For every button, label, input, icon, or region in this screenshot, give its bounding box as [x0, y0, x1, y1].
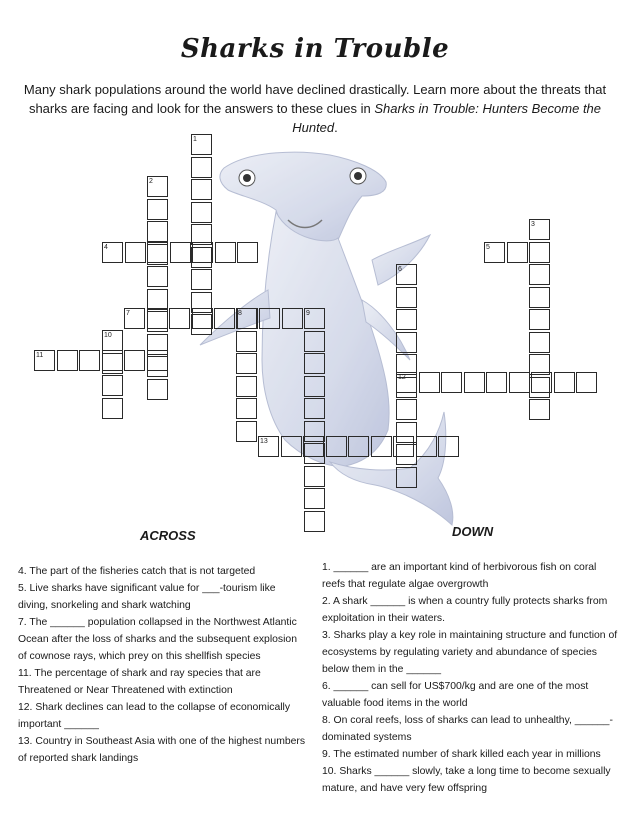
- clue-number-11: 11: [36, 352, 44, 359]
- grid-cell: [371, 436, 392, 457]
- across-heading: ACROSS: [140, 528, 196, 543]
- grid-cell: [147, 350, 168, 371]
- grid-cell: [147, 199, 168, 220]
- grid-cell: [125, 242, 146, 263]
- grid-cell: [396, 287, 417, 308]
- grid-cell: [170, 242, 191, 263]
- grid-cell: [57, 350, 78, 371]
- grid-cell: [236, 376, 257, 397]
- grid-cell: [419, 372, 440, 393]
- grid-cell: [396, 309, 417, 330]
- grid-cell: [304, 398, 325, 419]
- grid-cell: [304, 488, 325, 509]
- grid-cell: [396, 332, 417, 353]
- grid-cell: [147, 289, 168, 310]
- clue-number-8: 8: [238, 310, 242, 317]
- grid-cell: [507, 242, 528, 263]
- grid-cell: [348, 436, 369, 457]
- grid-cell: [169, 308, 190, 329]
- clue-number-7: 7: [126, 310, 130, 317]
- grid-cell: [281, 436, 302, 457]
- grid-cell: [441, 372, 462, 393]
- page-title: Sharks in Trouble: [180, 34, 450, 64]
- grid-cell: [147, 266, 168, 287]
- grid-cell: [554, 372, 575, 393]
- grid-cell: [79, 350, 100, 371]
- clue-number-13: 13: [260, 438, 268, 445]
- across-clue-11: 11. The percentage of shark and ray species that are Threatened or Near Threatened with extinction: [18, 668, 261, 696]
- clue-number-12: 12: [398, 374, 406, 381]
- grid-cell: [416, 436, 437, 457]
- grid-cell: [396, 399, 417, 420]
- down-clue-3: 3. Sharks play a key role in maintaining structure and function of ecosystems by regulating variety and abundance of species below them in the ______: [322, 630, 618, 675]
- down-clue-1: 1. ______ are an important kind of herbivorous fish on coral reefs that regulate algae overgrowth: [322, 562, 597, 590]
- grid-cell: [236, 353, 257, 374]
- book-title: Sharks in Trouble: Hunters Become the Hunted: [292, 101, 602, 135]
- down-clue-2: 2. A shark ______ is when a country fully protects sharks from exploitation in their waters.: [322, 596, 608, 624]
- grid-cell: [529, 309, 550, 330]
- grid-cell: [102, 350, 123, 371]
- clue-number-3: 3: [531, 221, 535, 228]
- grid-cell: [236, 421, 257, 442]
- grid-cell: [486, 372, 507, 393]
- grid-cell: [464, 372, 485, 393]
- grid-cell: [191, 179, 212, 200]
- grid-cell: [215, 242, 236, 263]
- across-clues-list: [18, 563, 306, 767]
- grid-cell: [147, 308, 168, 329]
- across-clue-12: 12. Shark declines can lead to the collapse of economically important ______: [18, 702, 291, 730]
- across-clue-4: 4. The part of the fisheries catch that is not targeted: [18, 566, 256, 577]
- intro-end: .: [334, 120, 338, 135]
- down-clue-9: 9. The estimated number of shark killed each year in millions: [322, 749, 601, 760]
- grid-cell: [509, 372, 530, 393]
- grid-cell: [102, 375, 123, 396]
- intro-text: Many shark populations around the world have declined drastically. Learn more about the threats that sharks are facing and look for the answers to these clues in: [23, 82, 607, 116]
- across-clue-5: 5. Live sharks have significant value for ___-tourism like diving, snorkeling and shark watching: [18, 583, 276, 611]
- grid-cell: [124, 350, 145, 371]
- grid-cell: [529, 332, 550, 353]
- down-clue-6: 6. ______ can sell for US$700/kg and are one of the most valuable food items in the world: [322, 681, 589, 709]
- grid-cell: [303, 436, 324, 457]
- grid-cell: [147, 242, 168, 263]
- grid-cell: [282, 308, 303, 329]
- grid-cell: [236, 398, 257, 419]
- grid-cell: [192, 242, 213, 263]
- clue-number-10: 10: [104, 332, 112, 339]
- clue-number-5: 5: [486, 244, 490, 251]
- down-clue-10: 10. Sharks ______ slowly, take a long time to become sexually mature, and have very few offspring: [322, 766, 611, 794]
- grid-cell: [191, 202, 212, 223]
- grid-cell: [438, 436, 459, 457]
- grid-cell: [529, 287, 550, 308]
- grid-cell: [529, 399, 550, 420]
- grid-cell: [531, 372, 552, 393]
- grid-cell: [396, 467, 417, 488]
- clue-number-4: 4: [104, 244, 108, 251]
- grid-cell: [259, 308, 280, 329]
- grid-cell: [237, 242, 258, 263]
- clue-number-1: 1: [193, 136, 197, 143]
- down-clue-8: 8. On coral reefs, loss of sharks can lead to unhealthy, ______-dominated systems: [322, 715, 613, 743]
- across-clue-7: 7. The ______ population collapsed in the Northwest Atlantic Ocean after the loss of sharks and the subsequent explosion of cownose rays, which prey on this shellfish species: [18, 617, 297, 662]
- grid-cell: [191, 269, 212, 290]
- grid-cell: [214, 308, 235, 329]
- clue-number-9: 9: [306, 310, 310, 317]
- clue-number-6: 6: [398, 266, 402, 273]
- across-clue-13: 13. Country in Southeast Asia with one of the highest numbers of reported shark landings: [18, 736, 306, 764]
- grid-cell: [102, 398, 123, 419]
- grid-cell: [326, 436, 347, 457]
- grid-cell: [529, 264, 550, 285]
- down-clues-list: [322, 559, 620, 797]
- grid-cell: [304, 376, 325, 397]
- grid-cell: [304, 466, 325, 487]
- grid-cell: [236, 331, 257, 352]
- down-heading: DOWN: [452, 524, 494, 539]
- grid-cell: [304, 331, 325, 352]
- grid-cell: [393, 436, 414, 457]
- grid-cell: [304, 353, 325, 374]
- grid-cell: [147, 379, 168, 400]
- clue-number-2: 2: [149, 178, 153, 185]
- grid-cell: [147, 221, 168, 242]
- grid-cell: [576, 372, 597, 393]
- grid-cell: [529, 242, 550, 263]
- grid-cell: [191, 157, 212, 178]
- grid-cell: [304, 511, 325, 532]
- grid-cell: [192, 308, 213, 329]
